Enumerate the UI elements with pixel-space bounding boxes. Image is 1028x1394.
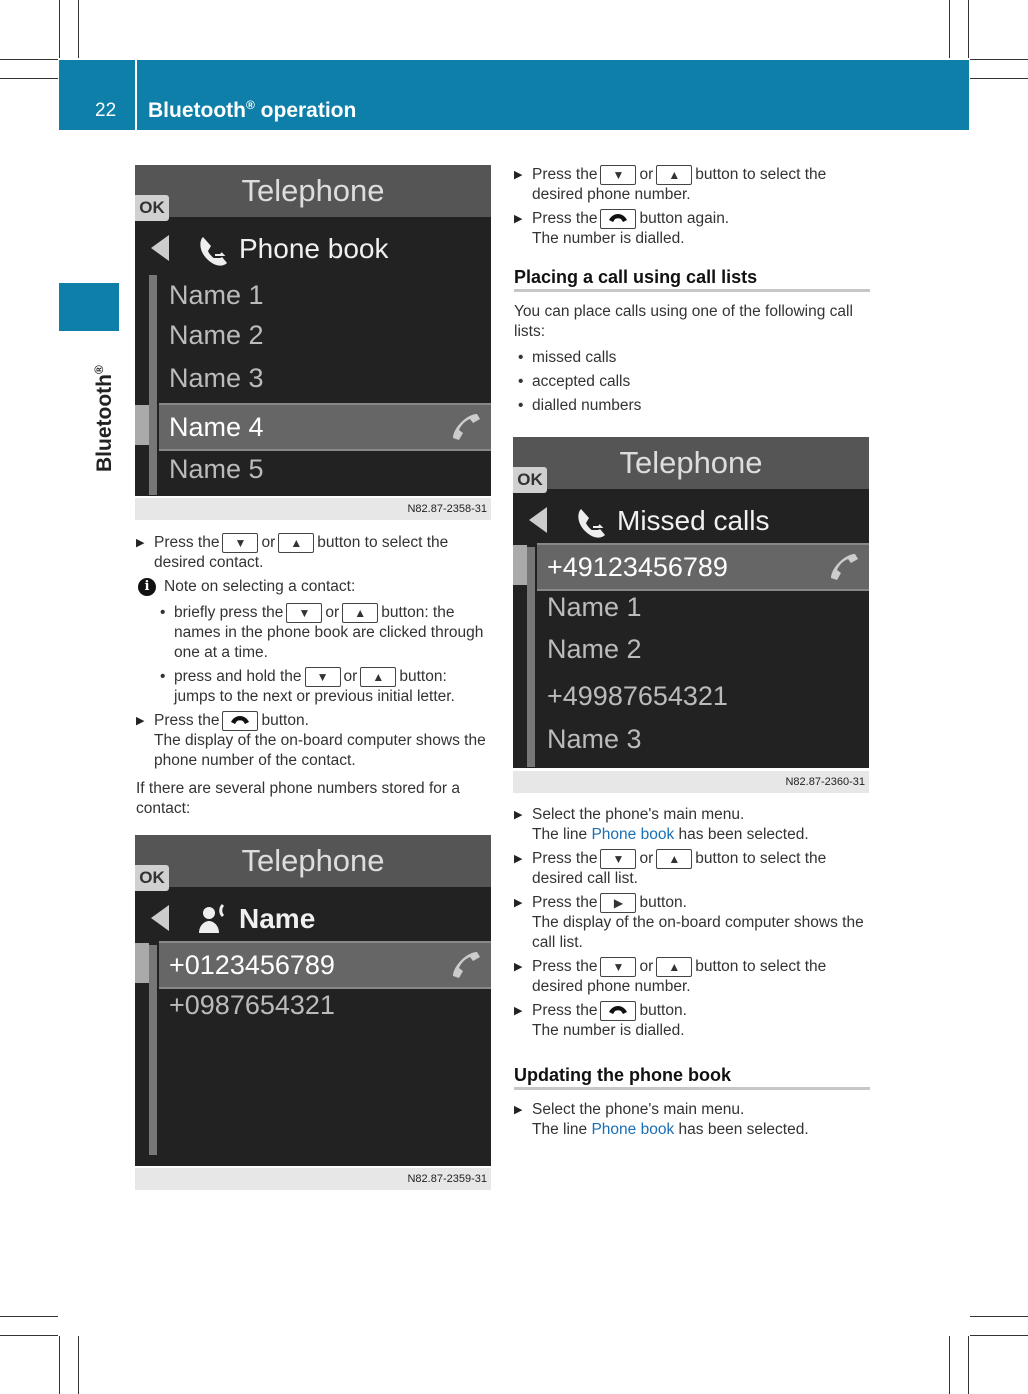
back-arrow-icon — [151, 235, 169, 261]
up-key-icon: ▲ — [278, 533, 314, 553]
list-item[interactable]: +0987654321 — [169, 990, 335, 1020]
step-text: or — [639, 958, 654, 976]
list-rail — [527, 547, 535, 767]
scroll-updown-icon — [513, 545, 527, 585]
instruction-step — [514, 209, 870, 249]
step-text: button to select the desired phone number. — [532, 958, 827, 996]
step-text: button. — [639, 1002, 687, 1020]
instruction-step — [514, 805, 870, 845]
crop-mark — [970, 1316, 1028, 1317]
note-bullet — [156, 667, 492, 707]
instruction-step — [514, 957, 870, 997]
page-title: Bluetooth® operation — [148, 98, 357, 122]
step-text: Press the — [532, 166, 598, 184]
info-icon: i — [138, 578, 156, 596]
up-key-icon: ▲ — [656, 957, 692, 977]
crop-mark — [59, 1336, 60, 1394]
call-key-icon — [222, 711, 258, 731]
crop-mark — [78, 0, 79, 58]
display-phone-book — [135, 165, 491, 496]
step-arrow-icon: ▶ — [514, 1005, 523, 1018]
step-text: Press the — [532, 210, 598, 228]
registered-mark: ® — [92, 365, 106, 375]
step-text: Press the — [532, 958, 598, 976]
section-heading: Updating the phone book — [514, 1065, 870, 1090]
ok-badge: OK — [513, 467, 547, 493]
step-text: Select the phone's main menu. — [532, 1101, 745, 1119]
step-arrow-icon: ▶ — [514, 213, 523, 226]
step-result: The display of the on-board computer shows the phone number of the contact. — [154, 732, 486, 770]
chapter-label-text: Bluetooth — [93, 374, 116, 472]
list-item: • dialled numbers — [514, 396, 870, 416]
display-term: Phone book — [591, 1121, 675, 1139]
note-text: Note on selecting a contact: — [164, 578, 356, 596]
crop-mark — [59, 0, 60, 58]
scroll-updown-icon — [135, 405, 149, 445]
figure-caption: N82.87-2359-31 — [135, 1168, 491, 1190]
page-number: 22 — [95, 100, 117, 121]
call-key-icon — [600, 209, 636, 229]
result-text: The line — [532, 1121, 588, 1139]
step-arrow-icon: ▶ — [514, 169, 523, 181]
bullet-text: press and hold the — [174, 668, 302, 686]
step-text: or — [639, 850, 654, 868]
bullet-text: or — [325, 604, 340, 622]
list-item-selected-label: Name 4 — [169, 412, 264, 442]
note-bullet — [156, 603, 492, 663]
display-nav-title: Missed calls — [617, 505, 770, 536]
display-nav-title: Name — [239, 903, 316, 934]
list-item: • accepted calls — [514, 372, 870, 392]
step-result: The display of the on-board computer shows the call list. — [532, 914, 864, 952]
figure-caption: N82.87-2358-31 — [135, 498, 491, 520]
list-rail — [149, 275, 157, 495]
right-instructions-bottom — [514, 805, 870, 1144]
crop-mark — [0, 1335, 58, 1336]
list-item[interactable]: Name 2 — [169, 320, 264, 350]
display-title-bar — [135, 835, 491, 887]
crop-mark — [968, 1336, 969, 1394]
step-result: The number is dialled. — [532, 1022, 685, 1040]
bullet-text: button: the names in the phone book are clicked through one at a time. — [174, 604, 484, 662]
step-text: button to select the desired call list. — [532, 850, 827, 888]
crop-mark — [949, 0, 950, 58]
crop-mark — [968, 0, 969, 58]
step-arrow-icon: ▶ — [514, 1104, 523, 1117]
header-divider — [135, 60, 137, 130]
step-arrow-icon: ▶ — [136, 715, 145, 728]
display-title: Telephone — [619, 445, 763, 480]
list-item-selected-label: +49123456789 — [547, 552, 728, 582]
list-item: • missed calls — [514, 348, 870, 368]
list-item[interactable]: Name 1 — [169, 280, 264, 310]
step-arrow-icon: ▶ — [514, 961, 523, 974]
page-header — [59, 60, 969, 130]
chapter-tab — [59, 283, 119, 331]
display-term: Phone book — [591, 826, 675, 843]
down-key-icon: ▼ — [600, 957, 636, 977]
list-item-selected[interactable] — [537, 543, 869, 591]
up-key-icon: ▲ — [656, 849, 692, 869]
list-item[interactable]: Name 3 — [547, 724, 642, 754]
instruction-step — [136, 711, 492, 771]
contact-icon — [195, 901, 231, 937]
bullet-text: or — [343, 668, 358, 686]
registered-mark: ® — [245, 98, 255, 112]
display-nav — [135, 225, 491, 273]
step-text: Press the — [154, 534, 220, 552]
crop-mark — [0, 78, 58, 79]
down-key-icon: ▼ — [600, 849, 636, 869]
scroll-updown-icon — [135, 943, 149, 983]
step-result: The number is dialled. — [532, 230, 685, 248]
step-arrow-icon: ▶ — [136, 537, 145, 549]
crop-mark — [970, 78, 1028, 79]
list-item-selected[interactable] — [159, 941, 491, 989]
step-text: button. — [261, 712, 309, 730]
up-key-icon: ▲ — [342, 603, 378, 623]
list-item[interactable]: Name 5 — [169, 454, 264, 484]
down-key-icon: ▼ — [222, 533, 258, 553]
step-text: Press the — [154, 712, 220, 730]
instruction-step — [514, 1001, 870, 1041]
crop-mark — [78, 1336, 79, 1394]
instruction-step — [514, 849, 870, 889]
display-nav-title: Phone book — [239, 233, 389, 264]
down-key-icon: ▼ — [286, 603, 322, 623]
step-text: Press the — [532, 1002, 598, 1020]
display-title-bar — [513, 437, 869, 489]
list-item[interactable]: Name 3 — [169, 363, 264, 393]
back-arrow-icon — [151, 905, 169, 931]
left-instructions — [136, 533, 492, 819]
instruction-step — [514, 165, 870, 205]
step-text: Press the — [532, 850, 598, 868]
ok-badge: OK — [135, 195, 169, 221]
bullet-text: button: jumps to the next or previous initial letter. — [174, 668, 455, 706]
instruction-step — [136, 533, 492, 573]
phone-book-icon — [195, 231, 231, 267]
step-text: or — [639, 166, 654, 184]
step-text: button to select the desired contact. — [154, 534, 449, 572]
list-item-selected[interactable] — [159, 403, 491, 451]
result-text: has been selected. — [678, 826, 809, 843]
crop-mark — [0, 1316, 58, 1317]
step-arrow-icon: ▶ — [514, 809, 523, 821]
step-text: Press the — [532, 894, 598, 912]
list-rail — [149, 945, 157, 1155]
display-missed-calls — [513, 437, 869, 768]
step-result — [532, 825, 870, 845]
right-key-icon: ▶ — [600, 893, 636, 913]
display-title: Telephone — [241, 173, 385, 208]
call-key-icon — [600, 1001, 636, 1021]
instruction-step — [514, 1100, 870, 1140]
phone-list-icon — [573, 503, 609, 539]
crop-mark — [970, 1335, 1028, 1336]
down-key-icon: ▼ — [600, 165, 636, 185]
bullet-text: briefly press the — [174, 604, 284, 622]
step-text: or — [261, 534, 276, 552]
down-key-icon: ▼ — [305, 667, 341, 687]
up-key-icon: ▲ — [656, 165, 692, 185]
crop-mark — [949, 1336, 950, 1394]
display-nav — [135, 895, 491, 943]
paragraph: You can place calls using one of the following call lists: — [514, 303, 853, 341]
display-contact-numbers — [135, 835, 491, 1166]
result-text: The line — [532, 826, 588, 843]
back-arrow-icon — [529, 507, 547, 533]
list-item[interactable]: +49987654321 — [547, 681, 728, 711]
instruction-step — [514, 893, 870, 953]
display-nav — [513, 497, 869, 545]
chapter-label — [92, 365, 117, 472]
phone-handset-icon — [449, 410, 483, 444]
list-item[interactable]: Name 2 — [547, 634, 642, 664]
step-result — [532, 1120, 870, 1140]
section-heading: Placing a call using call lists — [514, 267, 870, 292]
display-title-bar — [135, 165, 491, 217]
step-arrow-icon: ▶ — [514, 853, 523, 865]
phone-handset-icon — [449, 948, 483, 982]
figure-caption: N82.87-2360-31 — [513, 771, 869, 793]
display-title: Telephone — [241, 843, 385, 878]
page-title-text: Bluetooth — [148, 99, 246, 122]
up-key-icon: ▲ — [360, 667, 396, 687]
right-instructions-top — [514, 165, 870, 420]
phone-handset-icon — [827, 550, 861, 584]
ok-badge: OK — [135, 865, 169, 891]
crop-mark — [970, 59, 1028, 60]
list-item[interactable]: Name 1 — [547, 592, 642, 622]
step-arrow-icon: ▶ — [514, 897, 523, 910]
result-text: has been selected. — [678, 1121, 809, 1139]
step-text: button again. — [639, 210, 730, 228]
paragraph: If there are several phone numbers stored for a contact: — [136, 780, 460, 818]
crop-mark — [0, 59, 58, 60]
step-text: button to select the desired phone number. — [532, 166, 827, 204]
step-text: Select the phone's main menu. — [532, 806, 745, 823]
list-item-selected-label: +0123456789 — [169, 950, 335, 980]
info-note — [136, 577, 492, 597]
step-text: button. — [639, 894, 687, 912]
